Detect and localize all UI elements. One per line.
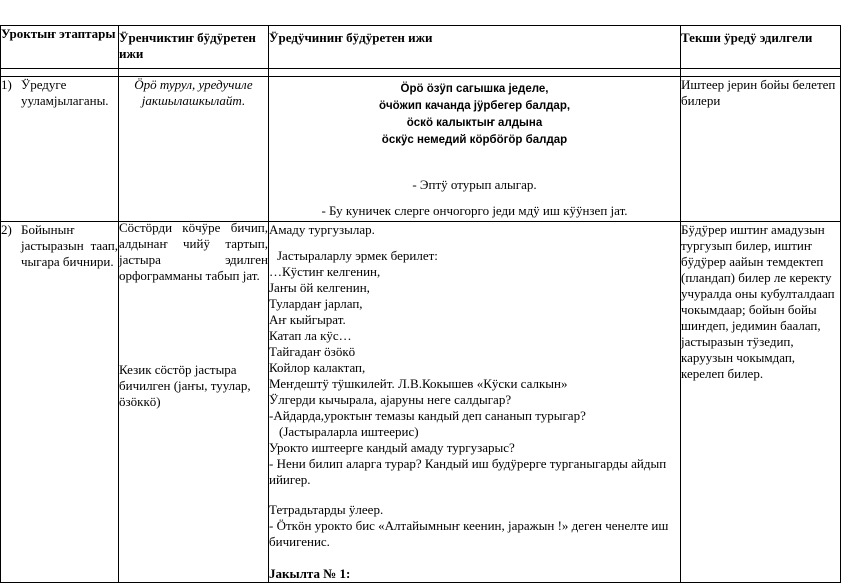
teacher-work-cell [269,222,681,583]
outcome-line: каруузын чокымдап, [681,350,796,365]
teacher-line: Меҥдештӱ тӱшкилейт. Л.В.Кокышев «Кӱски салкын» [269,376,568,391]
header-lesson-stages: Уроктыҥ этаптары [1,26,119,69]
teacher-instruction: - Бу куничек слерге ончогорго једи мдӱ иш кӱӱнзеп јат. [321,203,628,218]
teacher-line: Тетрадьтарды ӱлеер. [269,502,384,517]
outcome-line: керелеп билер. [681,366,764,381]
outcome-line: тургузып билер, иштиҥ [681,238,812,253]
outcome-line: бӱдӱрер аайын темдектеп [681,254,824,269]
teacher-instruction: - Эптӱ отурып алыгар. [412,177,537,192]
outcome-line: чокымдаар; бойын бойы [681,302,817,317]
teacher-line: - Öткöн урокто бис «Алтайымныҥ кеенин, јаражын !» деген ченелте иш бичигенис. [269,518,669,549]
task-heading: Јакылта № 1: [269,566,351,581]
stage-cell [1,77,119,222]
stage-label: Бойыныҥ јастыразын таап, чыгара бичнири. [21,222,118,269]
student-work-cell [119,77,269,222]
outcome-line: (пландап) билер ле керекту [681,270,832,285]
teacher-line: (Јастыраларла иштеерис) [279,424,419,439]
verse-line: Öрö öзӱп сагышка једеле, [400,83,549,95]
teacher-line: Јастыраларлу эрмек берилет: [277,248,438,263]
outcome-line: учуралда оны кубулталдаап [681,286,835,301]
outcome-cell [681,77,841,222]
student-task-text: Сöстöрди кöчӱре бичип, алдынаҥ чийӱ тартып, јастыра эдилген орфограмманы табып јат. [119,220,268,283]
teacher-line: Ӱлгерди кычырала, ајаруны неге салдыгар? [269,392,512,407]
outcome-text: Иштеер јерин бойы белетеп билери [681,77,836,108]
student-work-text: Öрö турул, уредучиле јакшылашкылайт. [134,77,253,108]
teacher-line: Урокто иштеерге кандый амаду тургузарыс? [269,440,515,455]
lesson-plan-table [0,25,841,583]
teacher-line: Тулардаҥ јарлап, [269,296,363,311]
stage-number: 2) [1,222,12,237]
spacer-row [1,69,841,77]
teacher-line: Койлор калактап, [269,360,366,375]
teacher-work-cell [269,77,681,222]
header-learning-outcomes: Текши ӱредӱ эдилгели [681,26,841,69]
stage-cell [1,222,119,583]
teacher-line: Аҥ кыйгырат. [269,312,346,327]
table-row [1,222,841,583]
verse-line: öчöжип качанда јӱрбегер балдар, [378,100,571,112]
student-note-text: Кезик сöстöр јастыра бичилген (јаҥы, туулар, öзöккö) [119,362,251,409]
student-work-cell [119,222,269,583]
outcome-line: Бӱдӱрер иштиҥ амадузын [681,222,825,237]
teacher-line: Амаду тургузылар. [269,222,375,237]
teacher-line: Јаҥы öй келгенин, [269,280,370,295]
verse-line: öскö калыктыҥ алдына [406,117,543,129]
outcome-cell [681,222,841,583]
teacher-line: …Кӱстиҥ келгенин, [269,264,381,279]
table-header-row [1,26,841,69]
stage-number: 1) [1,77,12,92]
teacher-line: - Нени билип аларга турар? Кандый иш будӱрерге турганыгарды айдып ийигер. [269,456,667,487]
teacher-line: -Айдарда,уроктыҥ темазы кандый деп сананып турыгар? [269,408,586,423]
header-teacher-work: Ӱредӱчиниҥ бӱдӱретен ижи [269,26,681,69]
stage-label: Ӱредуге ууламјылаганы. [21,77,109,108]
outcome-line: шиҥдеп, једимин баалап, [681,318,821,333]
greeting-verse [269,81,680,149]
teacher-line: Катап ла кӱс… [269,328,352,343]
outcome-line: јастыразын тӱзедип, [681,334,794,349]
header-student-work: Ӱренчиктиҥ бӱдӱретен ижи [119,26,269,69]
teacher-line: Тайгадаҥ öзöкö [269,344,356,359]
table-row [1,77,841,222]
verse-line: öскӱс немедий кöрбöгöр балдар [381,134,568,146]
